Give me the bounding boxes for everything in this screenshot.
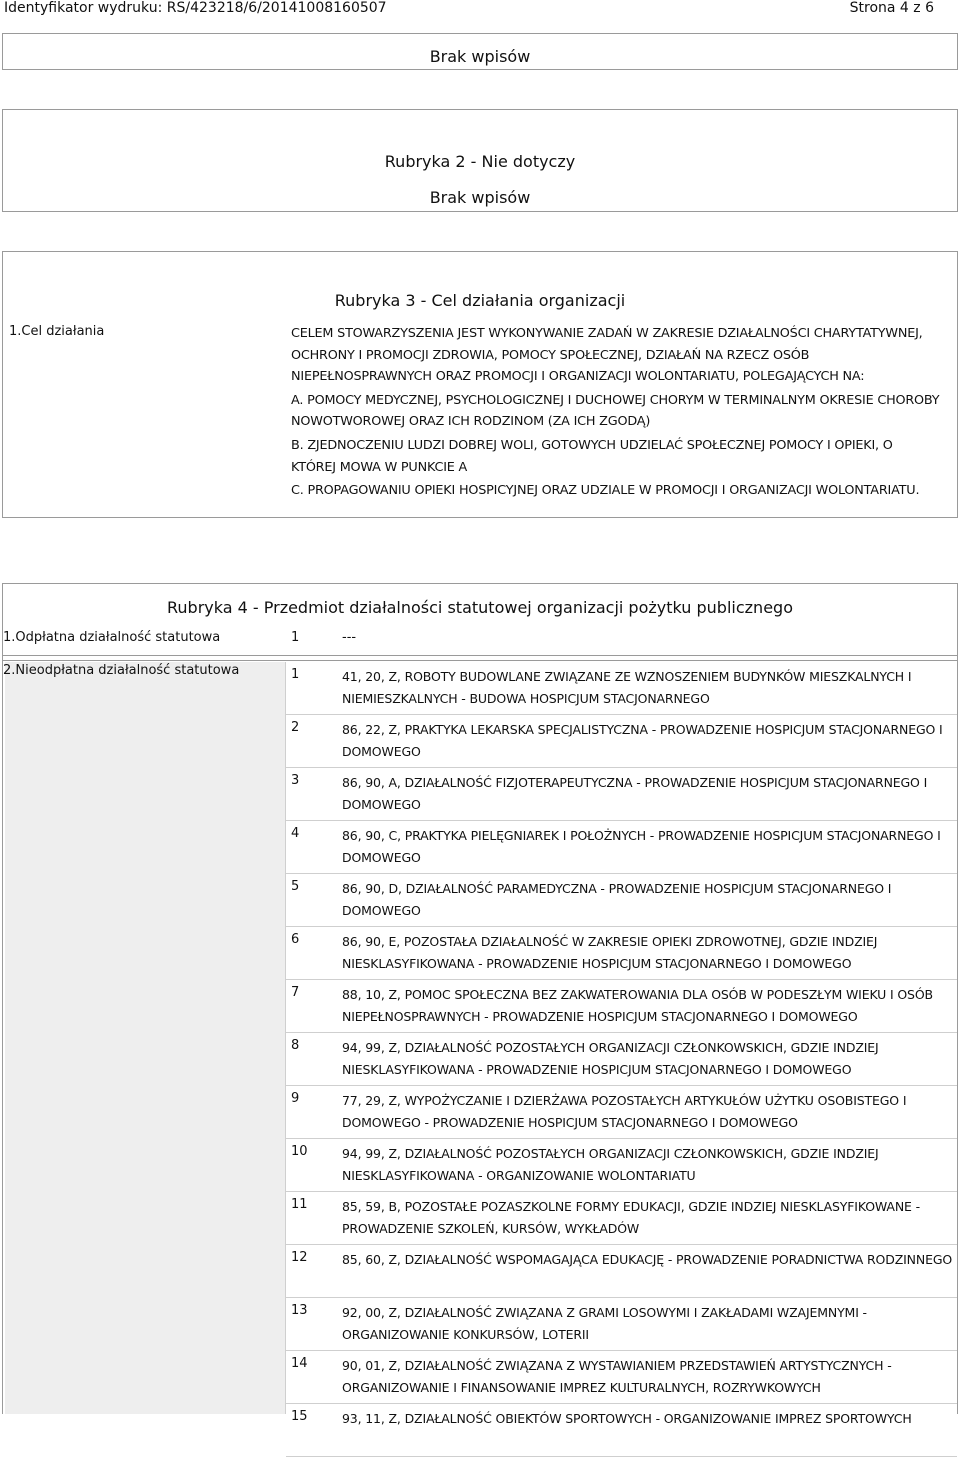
item-number: 11 bbox=[291, 1197, 308, 1212]
list-item bbox=[286, 768, 957, 821]
list-item bbox=[286, 1351, 957, 1404]
section-rubryka-4 bbox=[2, 583, 958, 1426]
list-item bbox=[286, 1192, 957, 1245]
item-number: 15 bbox=[291, 1409, 308, 1424]
print-identifier: Identyfikator wydruku: RS/423218/6/20141008160507 bbox=[4, 0, 387, 16]
item-description: 90, 01, Z, DZIAŁALNOŚĆ ZWIĄZANA Z WYSTAWIANIEM PRZEDSTAWIEŃ ARTYSTYCZNYCH - ORGANIZOWANIE I FINANSOWANIE IMPREZ KULTURALNYCH, ROZRYWKOWYCH bbox=[342, 1358, 892, 1395]
item-description: --- bbox=[342, 630, 357, 645]
list-item bbox=[286, 927, 957, 980]
item-number: 4 bbox=[291, 826, 300, 841]
item-number: 12 bbox=[291, 1250, 308, 1265]
list-item bbox=[286, 1086, 957, 1139]
item-description: 94, 99, Z, DZIAŁALNOŚĆ POZOSTAŁYCH ORGANIZACJI CZŁONKOWSKICH, GDZIE INDZIEJ NIESKLASYFIKOWANA - PROWADZENIE HOSPICJUM STACJONARNEGO I DOMOWEGO bbox=[342, 1040, 879, 1077]
list-item bbox=[286, 662, 957, 715]
item-description: 77, 29, Z, WYPOŻYCZANIE I DZIERŻAWA POZOSTAŁYCH ARTYKUŁÓW UŻYTKU OSOBISTEGO I DOMOWEGO - PROWADZENIE HOSPICJUM STACJONARNEGO I DOMOWEGO bbox=[342, 1093, 907, 1130]
item-number: 8 bbox=[291, 1038, 300, 1053]
print-header bbox=[0, 0, 960, 22]
item-number: 3 bbox=[291, 773, 300, 788]
item-description: 86, 90, D, DZIAŁALNOŚĆ PARAMEDYCZNA - PROWADZENIE HOSPICJUM STACJONARNEGO I DOMOWEGO bbox=[342, 881, 892, 918]
paragraph: CELEM STOWARZYSZENIA JEST WYKONYWANIE ZADAŃ W ZAKRESIE DZIAŁALNOŚCI CHARYTATYWNEJ, OCHRONY I PROMOCJI ZDROWIA, POMOCY SPOŁECZNEJ, DZIAŁAŃ NA RZECZ OSÓB NIEPEŁNOSPRAWNYCH ORAZ PROMOCJI I ORGANIZACJI WOLONTARIATU, POLEGAJĄCYCH NA: bbox=[291, 326, 923, 385]
list-item bbox=[286, 1404, 957, 1457]
item-number: 5 bbox=[291, 879, 300, 894]
item-number: 6 bbox=[291, 932, 300, 947]
list-item bbox=[286, 874, 957, 927]
paragraph: B. ZJEDNOCZENIU LUDZI DOBREJ WOLI, GOTOWYCH UDZIELAĆ SPOŁECZNEJ POMOCY I OPIEKI, O KTÓREJ MOWA W PUNKCIE A bbox=[291, 437, 893, 475]
no-entries-text: Brak wpisów bbox=[429, 47, 531, 66]
field-label: 1.Odpłatna działalność statutowa bbox=[3, 630, 221, 645]
item-description: 86, 22, Z, PRAKTYKA LEKARSKA SPECJALISTYCZNA - PROWADZENIE HOSPICJUM STACJONARNEGO I DOMOWEGO bbox=[342, 722, 943, 759]
no-entries-text: Brak wpisów bbox=[429, 188, 531, 207]
list-item bbox=[286, 1298, 957, 1351]
item-description: 93, 11, Z, DZIAŁALNOŚĆ OBIEKTÓW SPORTOWYCH - ORGANIZOWANIE IMPREZ SPORTOWYCH bbox=[342, 1411, 912, 1426]
field-label: 2.Nieodpłatna działalność statutowa bbox=[3, 663, 240, 678]
item-number: 1 bbox=[291, 667, 300, 682]
item-description: 86, 90, E, POZOSTAŁA DZIAŁALNOŚĆ W ZAKRESIE OPIEKI ZDROWOTNEJ, GDZIE INDZIEJ NIESKLASYFIKOWANA - PROWADZENIE HOSPICJUM STACJONARNEGO I DOMOWEGO bbox=[342, 934, 878, 971]
item-description: 85, 60, Z, DZIAŁALNOŚĆ WSPOMAGAJĄCA EDUKACJĘ - PROWADZENIE PORADNICTWA RODZINNEGO bbox=[342, 1252, 953, 1267]
item-description: 86, 90, A, DZIAŁALNOŚĆ FIZJOTERAPEUTYCZNA - PROWADZENIE HOSPICJUM STACJONARNEGO I DOMOWEGO bbox=[342, 775, 928, 812]
section-title: Rubryka 4 - Przedmiot działalności statutowej organizacji pożytku publicznego bbox=[167, 598, 793, 617]
section-rubryka-3 bbox=[2, 251, 958, 518]
list-item bbox=[286, 821, 957, 874]
section-title: Rubryka 2 - Nie dotyczy bbox=[384, 152, 576, 171]
item-number: 9 bbox=[291, 1091, 300, 1106]
paragraph: A. POMOCY MEDYCZNEJ, PSYCHOLOGICZNEJ I DUCHOWEJ CHORYM W TERMINALNYM OKRESIE CHOROBY NOWOTWOROWEJ ORAZ ICH RODZINOM (ZA ICH ZGODĄ) bbox=[291, 392, 940, 430]
label-column bbox=[5, 662, 286, 1414]
item-number: 10 bbox=[291, 1144, 308, 1159]
paragraph: C. PROPAGOWANIU OPIEKI HOSPICYJNEJ ORAZ UDZIALE W PROMOCJI I ORGANIZACJI WOLONTARIATU. bbox=[291, 483, 920, 499]
page-number: Strona 4 z 6 bbox=[849, 0, 934, 16]
section-title: Rubryka 3 - Cel działania organizacji bbox=[334, 291, 626, 310]
section-rubryka-2 bbox=[2, 109, 958, 212]
item-description: 94, 99, Z, DZIAŁALNOŚĆ POZOSTAŁYCH ORGANIZACJI CZŁONKOWSKICH, GDZIE INDZIEJ NIESKLASYFIKOWANA - ORGANIZOWANIE WOLONTARIATU bbox=[342, 1146, 879, 1183]
list-item bbox=[286, 1033, 957, 1086]
item-number: 1 bbox=[291, 630, 300, 645]
item-description: 92, 00, Z, DZIAŁALNOŚĆ ZWIĄZANA Z GRAMI LOSOWYMI I ZAKŁADAMI WZAJEMNYMI - ORGANIZOWANIE KONKURSÓW, LOTERII bbox=[342, 1305, 867, 1342]
item-description: 86, 90, C, PRAKTYKA PIELĘGNIAREK I POŁOŻNYCH - PROWADZENIE HOSPICJUM STACJONARNEGO I DOMOWEGO bbox=[342, 828, 941, 865]
divider bbox=[3, 655, 957, 656]
item-number: 13 bbox=[291, 1303, 308, 1318]
item-number: 7 bbox=[291, 985, 300, 1000]
list-item bbox=[286, 715, 957, 768]
divider bbox=[3, 660, 957, 661]
field-value bbox=[291, 323, 941, 502]
item-number: 14 bbox=[291, 1356, 308, 1371]
section-rubryka-1 bbox=[2, 33, 958, 70]
list-item bbox=[286, 980, 957, 1033]
item-description: 88, 10, Z, POMOC SPOŁECZNA BEZ ZAKWATEROWANIA DLA OSÓB W PODESZŁYM WIEKU I OSÓB NIEPEŁNOSPRAWNYCH - PROWADZENIE HOSPICJUM STACJONARNEGO I DOMOWEGO bbox=[342, 987, 933, 1024]
list-item bbox=[286, 1139, 957, 1192]
item-description: 41, 20, Z, ROBOTY BUDOWLANE ZWIĄZANE ZE WZNOSZENIEM BUDYNKÓW MIESZKALNYCH I NIEMIESZKALNYCH - BUDOWA HOSPICJUM STACJONARNEGO bbox=[342, 669, 912, 706]
list-item bbox=[286, 1245, 957, 1298]
field-label: 1.Cel działania bbox=[9, 324, 105, 339]
item-description: 85, 59, B, POZOSTAŁE POZASZKOLNE FORMY EDUKACJI, GDZIE INDZIEJ NIESKLASYFIKOWANE - PROWADZENIE SZKOLEŃ, KURSÓW, WYKŁADÓW bbox=[342, 1199, 920, 1236]
activity-list bbox=[286, 662, 957, 1457]
item-number: 2 bbox=[291, 720, 300, 735]
